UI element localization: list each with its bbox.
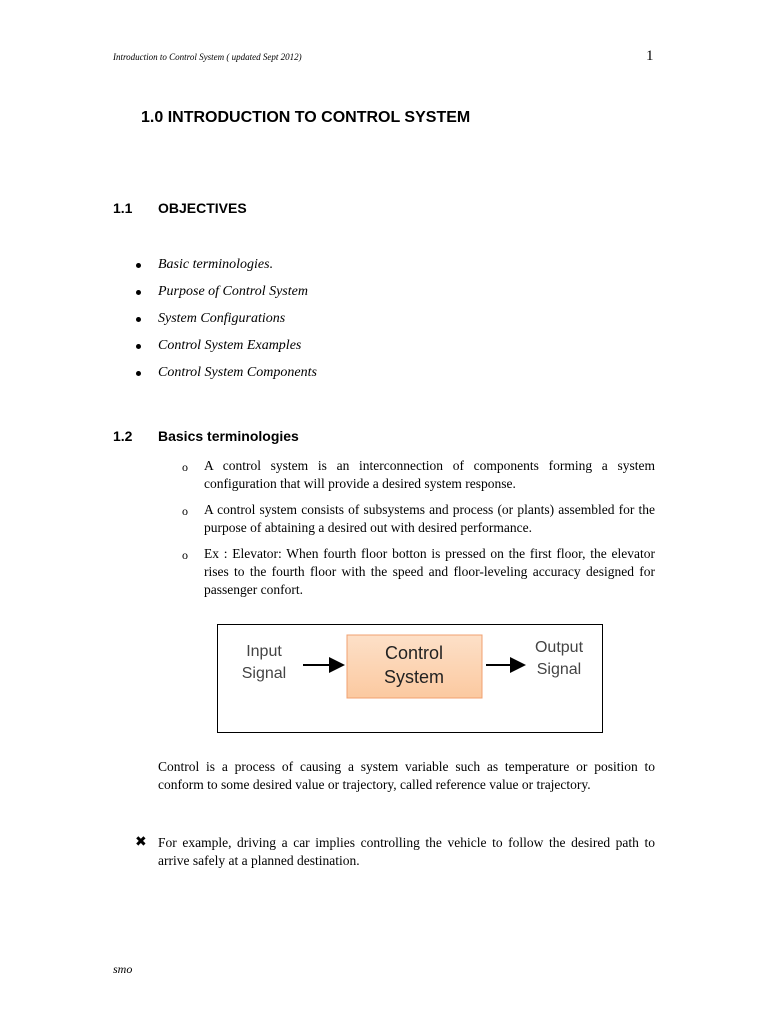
list-item: Control System Components [134, 364, 317, 391]
block-label-line1: Control [384, 643, 444, 663]
bullet-icon [136, 290, 141, 295]
input-label-line1: Input [246, 643, 282, 660]
terminology-list [180, 457, 655, 607]
list-item: Purpose of Control System [134, 283, 317, 310]
list-item: Control System Examples [134, 337, 317, 364]
list-item: o Ex : Elevator: When fourth floor botton is pressed on the first floor, the elevator rises to the fourth floor with the speed and floor-leveling accuracy designed for passenger confort. [182, 546, 655, 597]
bullet-icon [136, 371, 141, 376]
x-mark-icon: ✖ [135, 834, 147, 850]
list-item: System Configurations [134, 310, 317, 337]
objectives-list [134, 256, 317, 391]
output-label-line2: Signal [536, 661, 582, 678]
section-title-basics: Basics terminologies [158, 428, 299, 444]
footer-initials: smo [113, 962, 133, 976]
page-number: 1 [646, 48, 654, 64]
list-item: o A control system consists of subsystems and process (or plants) assembled for the purpose of abtaining a desired out with desired performance. [182, 502, 655, 535]
bullet-icon [136, 317, 141, 322]
section-number-1-2: 1.2 [113, 428, 133, 444]
running-header: Introduction to Control System ( updated Sept 2012) [113, 52, 302, 62]
output-label-line1: Output [534, 639, 584, 656]
circle-bullet-icon: o [182, 548, 188, 562]
section-number-1-1: 1.1 [113, 200, 133, 216]
bullet-icon [136, 263, 141, 268]
control-definition: Control is a process of causing a system variable such as temperature or position to conform to some desired value or trajectory, called reference value or trajectory. [158, 759, 655, 792]
document-title: 1.0 INTRODUCTION TO CONTROL SYSTEM [141, 109, 471, 126]
circle-bullet-icon: o [182, 504, 188, 518]
list-item: o A control system is an interconnection of components forming a system configuration that will provide a desired system response. [182, 458, 655, 491]
block-label-line2: System [383, 667, 445, 687]
example-text: For example, driving a car implies controlling the vehicle to follow the desired path to arrive safely at a planned destination. [158, 835, 655, 868]
list-item: Basic terminologies. [134, 256, 317, 283]
input-label-line2: Signal [241, 665, 287, 682]
bullet-icon [136, 344, 141, 349]
circle-bullet-icon: o [182, 460, 188, 474]
control-system-diagram [217, 624, 603, 733]
section-title-objectives: OBJECTIVES [158, 200, 247, 216]
